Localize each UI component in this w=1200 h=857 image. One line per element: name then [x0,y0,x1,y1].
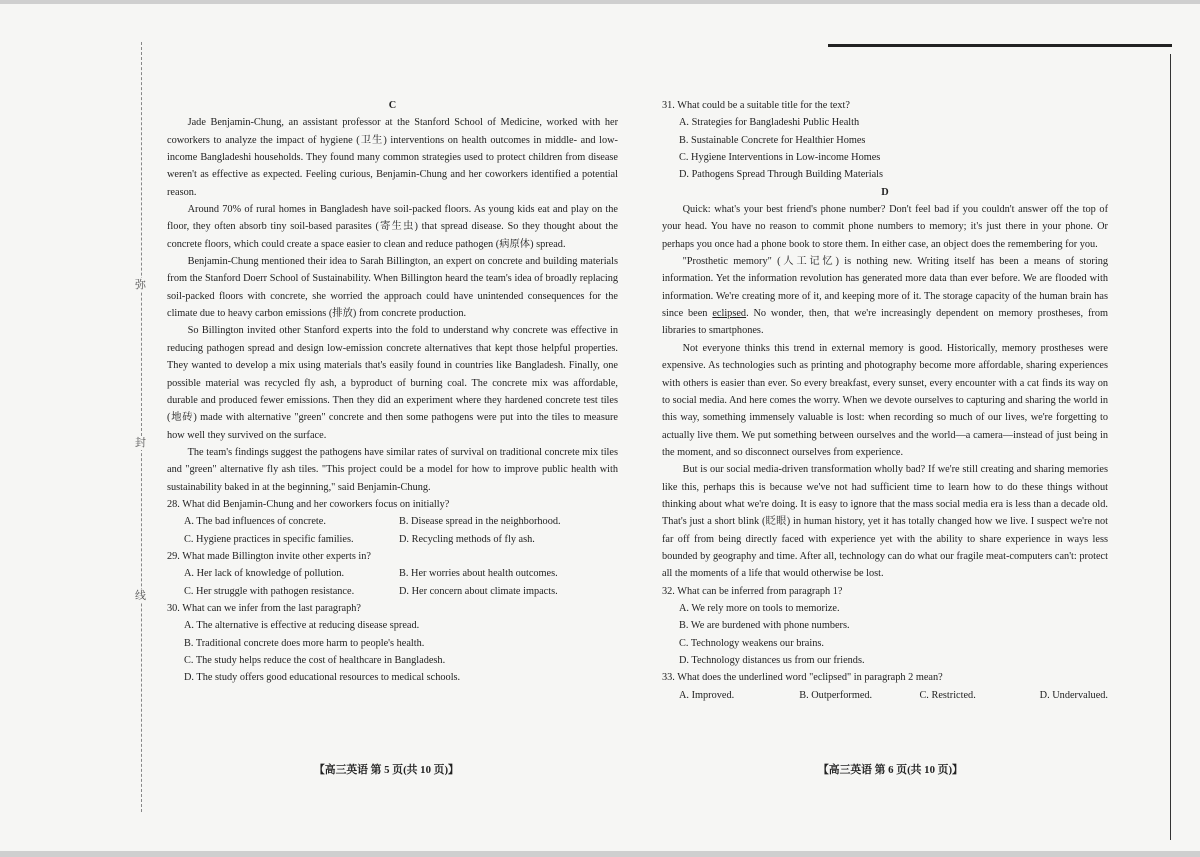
question-33-option-d: D. Undervalued. [1039,689,1108,701]
question-33-option-a: A. Improved. [679,689,735,701]
section-heading-c: C [388,100,397,111]
paragraph-2-text-after: . No wonder, then, that we're increasingly dependent on memory prostheses, from libraries to smartphones. [662,308,1108,337]
passage-d-paragraph-3: Not everyone thinks this trend in external memory is good. Historically, memory prostheses were expensive. As technologies such as printing and photography become more affordable, sharing experiences with others is easier than ever. So every breakfast, every sunset, every encounter with a cat finds its way on to social media. And here comes the worry. When we devote ourselves to capturing and sharing the world in this way, something immensely valuable is lost: when recording so much of our lives, we're forgetting to actually live them. We put something between ourselves and the world—a camera—instead of just being in the moment, and so disconnect ourselves from experience. [662,342,1108,458]
question-32-stem: 32. What can be inferred from paragraph 1? [662,585,843,597]
binding-mark-mi: 弥 [135,279,146,291]
passage-d-paragraph-1: Quick: what's your best friend's phone number? Don't feel bad if you couldn't answer off the top of your head. You have no reason to commit phone numbers to memory; it's just there in your phone. Or perhaps you once had a phone book to store them. In either case, an object does the remembering for you. [662,204,1108,250]
question-30-option-a: A. The alternative is effective at reducing disease spread. [184,620,420,632]
question-31-option-c: C. Hygiene Interventions in Low-income Homes [679,152,881,164]
passage-c-paragraph-5: The team's findings suggest the pathogens have similar rates of survival on traditional concrete mix tiles and "green" alternative fly ash tiles. "This project could be a model for how to improve public health with sustainability baked in at the beginning," said Benjamin-Chung. [167,446,618,493]
question-28-options-row-2 [167,531,618,548]
section-heading-d: D [881,186,889,198]
question-29-stem: 29. What made Billington invite other experts in? [167,550,371,562]
page-footer-right: 【高三英语 第 6 页(共 10 页)】 [818,764,963,776]
question-32-option-d: D. Technology distances us from our friends. [679,655,865,666]
right-column [662,97,1108,704]
header-rule [828,44,1172,47]
passage-c-paragraph-1: Jade Benjamin-Chung, an assistant professor at the Stanford School of Medicine, worked with her coworkers to analyze the impact of hygiene (卫生) interventions on health outcomes in middle- and low-income Bangladeshi households. They found many common strategies used to protect children from disease weren't as effective as expected. Feeling curious, Benjamin-Chung and her coworkers identified a potential reason. [167,117,618,198]
question-30-option-c: C. The study helps reduce the cost of healthcare in Bangladesh. [184,655,446,666]
question-28-option-b: B. Disease spread in the neighborhood. [399,516,561,528]
binding-line [141,42,142,812]
question-30-option-d: D. The study offers good educational resources to medical schools. [184,672,461,684]
question-28-options-row-1 [167,513,618,530]
question-31-option-a: A. Strategies for Bangladeshi Public Health [679,117,860,129]
passage-d-paragraph-4: But is our social media-driven transformation wholly bad? If we're still creating and sharing memories like this, perhaps this is because we've not had sufficient time to learn how to do these things without thinking about what we're doing. It is easy to ignore that the mass social media era is less than a decade old. That's just a short blink (眨眼) in human history, yet it has totally changed how we live. I suspect we're not far off from being directly faced with experience yet with the ability to share experience in ways less bounded by geography and time. After all, technology can do what our fragile meat-computers can't: protect all the moments of a life that would otherwise be lost. [662,464,1108,580]
question-32-option-a: A. We rely more on tools to memorize. [679,602,840,614]
scan-border-top [0,0,1200,4]
scan-border-bottom [0,851,1200,857]
question-29-options-row-2 [167,583,618,600]
question-33-option-c: C. Restricted. [919,689,976,701]
right-edge-rule [1170,54,1171,840]
question-31-option-b: B. Sustainable Concrete for Healthier Homes [679,134,866,146]
question-28-option-c: C. Hygiene practices in specific families. [184,533,354,545]
underlined-word-eclipsed: eclipsed [712,308,747,320]
page-footer-left: 【高三英语 第 5 页(共 10 页)】 [314,764,459,776]
question-32-option-c: C. Technology weakens our brains. [679,637,824,649]
passage-c-paragraph-4: So Billington invited other Stanford experts into the fold to understand why concrete was effective in reducing pathogen spread and design low-emission concrete alternatives that kept those helpful properties. They wanted to develop a mix using materials that's easily found in countries like Bangladesh. Finally, one possible material was recycled fly ash, a byproduct of burning coal. The concrete mix was affordable, durable and produced fewer emissions. Then they did an experiment where they hardened concrete test tiles (地砖) made with alternative "green" concrete and then some pathogens were put into the tiles to measure how well they survived on the surface. [167,325,618,441]
question-30-stem: 30. What can we infer from the last paragraph? [167,602,361,614]
passage-c-paragraph-2: Around 70% of rural homes in Bangladesh have soil-packed floors. As young kids eat and play on the floor, they often absorb tiny soil-based parasites (寄生虫) that spread disease. So they thought about the concrete floors, which could create a space easier to clean and reduce pathogen (病原体) spread. [167,204,618,250]
question-29-option-b: B. Her worries about health outcomes. [399,568,558,580]
question-29-option-c: C. Her struggle with pathogen resistance. [184,585,355,597]
question-31-option-d: D. Pathogens Spread Through Building Materials [679,169,884,181]
question-29-options-row-1 [167,565,618,582]
question-32-option-b: B. We are burdened with phone numbers. [679,620,850,632]
question-29-option-d: D. Her concern about climate impacts. [399,585,558,597]
question-33-stem: 33. What does the underlined word "eclipsed" in paragraph 2 mean? [662,672,943,684]
binding-mark-feng: 封 [135,437,146,449]
question-33-option-b: B. Outperformed. [799,689,873,701]
question-28-option-d: D. Recycling methods of fly ash. [399,533,535,545]
paragraph-2-text-before: "Prosthetic memory" (人工记忆) is nothing new. Writing itself has been a means of storing information. Yet the information revolution has generated more data than ever before. We are flooded with information. We're creating more of it, and keeping more of it. The storage capacity of the human brain has since been [662,256,1108,320]
passage-c-paragraph-3: Benjamin-Chung mentioned their idea to Sarah Billington, an expert on concrete and building materials from the Stanford Doerr School of Sustainability. When Billington heard the team's idea of broadly replacing soil-packed floors with concrete, she worried the approach could have unintended consequences for the climate due to heavy carbon emissions (排放) from concrete production. [167,256,618,320]
binding-mark-xian: 线 [135,590,146,602]
question-31-stem: 31. What could be a suitable title for the text? [662,100,850,111]
question-28-stem: 28. What did Benjamin-Chung and her coworkers focus on initially? [167,498,450,510]
question-29-option-a: A. Her lack of knowledge of pollution. [184,568,345,580]
question-33-options [662,687,1108,704]
question-28-option-a: A. The bad influences of concrete. [184,516,326,528]
left-column [167,97,618,687]
question-30-option-b: B. Traditional concrete does more harm to people's health. [184,637,425,649]
passage-d-paragraph-2 [662,253,1108,340]
